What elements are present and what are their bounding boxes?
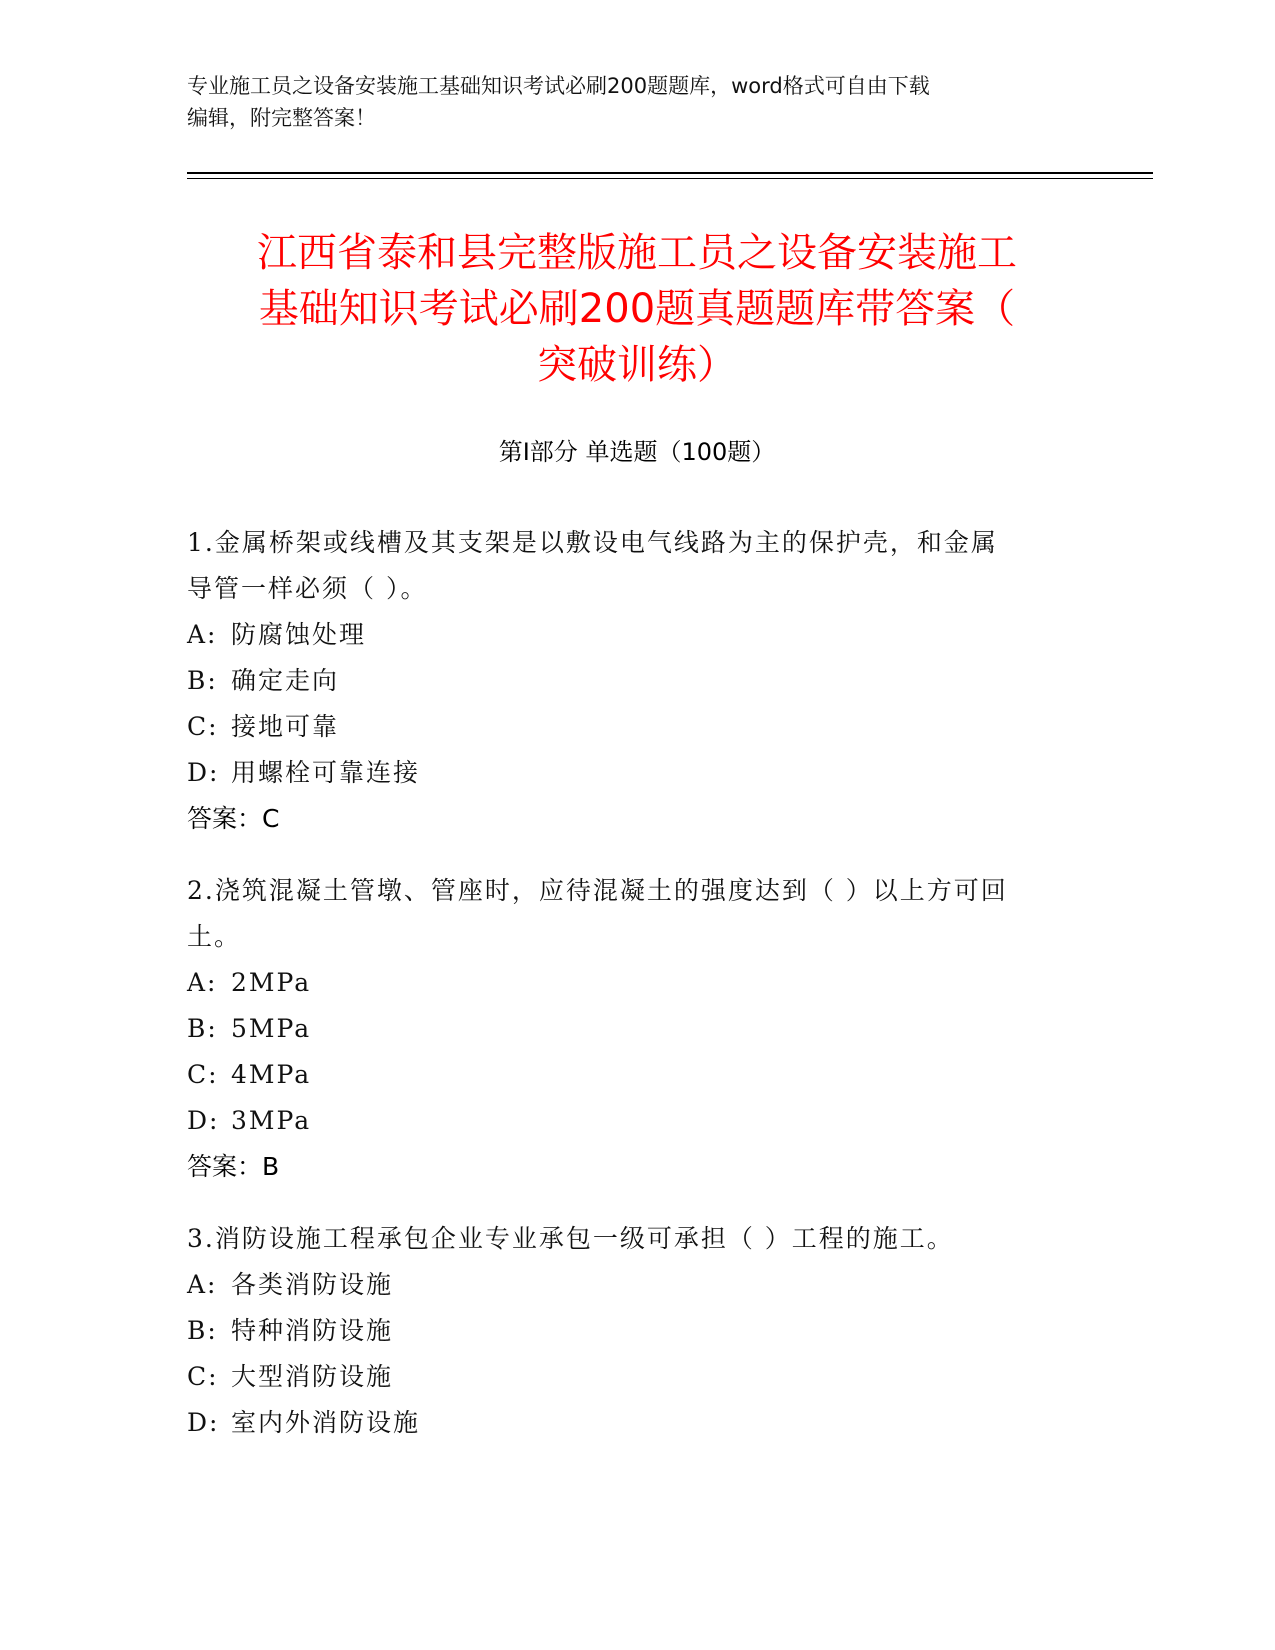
answer-label: 答案：B xyxy=(187,1152,280,1181)
option-letter: C: xyxy=(187,712,219,741)
option-letter: D: xyxy=(187,1106,220,1135)
option-a xyxy=(187,1262,1087,1308)
option-text: 3MPa xyxy=(231,1106,312,1135)
header-line-1: 专业施工员之设备安装施工基础知识考试必刷200题题库，word格式可自由下载 xyxy=(187,74,930,98)
answer-label: 答案：C xyxy=(187,804,280,833)
option-a xyxy=(187,612,1087,658)
title-line-1: 江西省泰和县完整版施工员之设备安装施工 xyxy=(257,230,1017,276)
option-text: 确定走向 xyxy=(231,666,340,695)
option-letter: A: xyxy=(187,1270,218,1299)
option-text: 各类消防设施 xyxy=(231,1270,394,1299)
question-1 xyxy=(187,520,1087,842)
option-text: 4MPa xyxy=(231,1060,312,1089)
option-text: 大型消防设施 xyxy=(231,1362,394,1391)
option-text: 用螺栓可靠连接 xyxy=(231,758,421,787)
option-letter: A: xyxy=(187,620,218,649)
option-a xyxy=(187,960,1087,1006)
option-d xyxy=(187,1400,1087,1446)
question-stem: 2.浇筑混凝土管墩、管座时，应待混凝土的强度达到（ ）以上方可回 xyxy=(187,876,1008,905)
option-b xyxy=(187,658,1087,704)
title-line-2: 基础知识考试必刷200题真题题库带答案（ xyxy=(258,286,1016,332)
header-divider-thin xyxy=(187,178,1153,179)
option-text: 室内外消防设施 xyxy=(231,1408,421,1437)
question-2 xyxy=(187,868,1087,1190)
option-b xyxy=(187,1006,1087,1052)
option-text: 接地可靠 xyxy=(231,712,340,741)
option-letter: B: xyxy=(187,1014,218,1043)
option-letter: C: xyxy=(187,1060,219,1089)
option-letter: B: xyxy=(187,1316,218,1345)
question-stem-continued: 导管一样必须（ ）。 xyxy=(187,574,428,603)
option-c xyxy=(187,1052,1087,1098)
question-list xyxy=(187,520,1087,1472)
option-text: 特种消防设施 xyxy=(231,1316,394,1345)
question-stem: 3.消防设施工程承包企业专业承包一级可承担（ ）工程的施工。 xyxy=(187,1224,954,1253)
header-line-2: 编辑，附完整答案！ xyxy=(187,106,376,130)
option-letter: A: xyxy=(187,968,218,997)
document-title xyxy=(187,225,1087,393)
section-title: 第Ⅰ部分 单选题（100题） xyxy=(498,438,776,466)
page-header xyxy=(187,70,1087,134)
header-divider-thick xyxy=(187,172,1153,174)
question-3 xyxy=(187,1216,1087,1446)
option-letter: B: xyxy=(187,666,218,695)
question-stem-continued: 土。 xyxy=(187,922,242,951)
option-d xyxy=(187,1098,1087,1144)
option-text: 2MPa xyxy=(231,968,312,997)
option-letter: D: xyxy=(187,1408,220,1437)
option-text: 防腐蚀处理 xyxy=(231,620,367,649)
option-d xyxy=(187,750,1087,796)
option-letter: D: xyxy=(187,758,220,787)
option-text: 5MPa xyxy=(231,1014,312,1043)
question-stem: 1.金属桥架或线槽及其支架是以敷设电气线路为主的保护壳，和金属 xyxy=(187,528,998,557)
option-letter: C: xyxy=(187,1362,219,1391)
option-c xyxy=(187,704,1087,750)
option-b xyxy=(187,1308,1087,1354)
title-line-3: 突破训练） xyxy=(537,342,737,388)
option-c xyxy=(187,1354,1087,1400)
